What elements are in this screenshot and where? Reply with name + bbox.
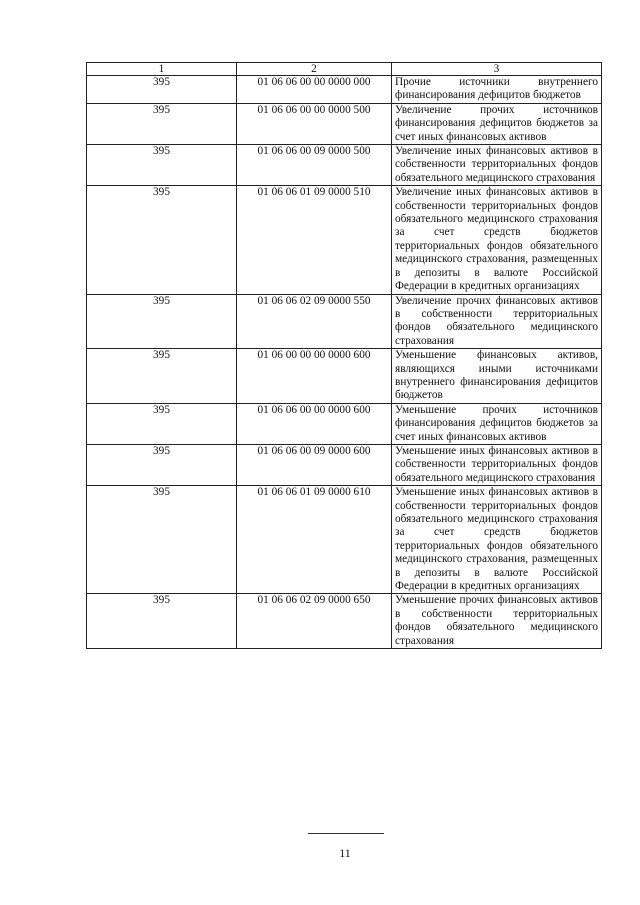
budget-code-cell: 01 06 06 01 09 0000 610 bbox=[237, 486, 392, 594]
table-row bbox=[87, 294, 602, 349]
budget-code-cell: 01 06 06 00 09 0000 600 bbox=[237, 444, 392, 485]
description-cell: Увеличение иных финансовых активов в собственности территориальных фондов обязательного медицинского страхования bbox=[392, 145, 602, 186]
table-body bbox=[87, 76, 602, 649]
table-row bbox=[87, 486, 602, 594]
table-row bbox=[87, 444, 602, 485]
budget-code-cell: 01 06 06 00 00 0000 600 bbox=[237, 403, 392, 444]
description-cell: Прочие источники внутреннего финансирования дефицитов бюджетов bbox=[392, 76, 602, 104]
footer-rule bbox=[308, 833, 384, 834]
table-header bbox=[87, 63, 602, 76]
budget-code-cell: 01 06 06 01 09 0000 510 bbox=[237, 186, 392, 294]
budget-code-cell: 01 06 06 00 00 0000 000 bbox=[237, 76, 392, 104]
admin-code-cell: 395 bbox=[87, 294, 237, 349]
admin-code-cell: 395 bbox=[87, 349, 237, 404]
column-header-3: 3 bbox=[392, 63, 602, 76]
budget-sources-table bbox=[86, 62, 602, 649]
admin-code-cell: 395 bbox=[87, 103, 237, 144]
budget-code-cell: 01 06 00 00 00 0000 600 bbox=[237, 349, 392, 404]
table-row bbox=[87, 403, 602, 444]
budget-code-cell: 01 06 06 02 09 0000 650 bbox=[237, 594, 392, 649]
table-row bbox=[87, 145, 602, 186]
description-cell: Увеличение прочих источников финансирования дефицитов бюджетов за счет иных финансовых активов bbox=[392, 103, 602, 144]
admin-code-cell: 395 bbox=[87, 594, 237, 649]
description-cell: Уменьшение прочих источников финансирования дефицитов бюджетов за счет иных финансовых активов bbox=[392, 403, 602, 444]
admin-code-cell: 395 bbox=[87, 186, 237, 294]
description-cell: Уменьшение иных финансовых активов в собственности территориальных фондов обязательного медицинского страхования bbox=[392, 444, 602, 485]
page-number: 11 bbox=[339, 846, 351, 860]
header-row bbox=[87, 63, 602, 76]
budget-code-cell: 01 06 06 00 09 0000 500 bbox=[237, 145, 392, 186]
table-row bbox=[87, 76, 602, 104]
column-header-2: 2 bbox=[237, 63, 392, 76]
admin-code-cell: 395 bbox=[87, 486, 237, 594]
admin-code-cell: 395 bbox=[87, 444, 237, 485]
table-row bbox=[87, 349, 602, 404]
table-row bbox=[87, 186, 602, 294]
description-cell: Увеличение иных финансовых активов в собственности территориальных фондов обязательного медицинского страхования за счет средств бюджетов территориальных фондов обязательного медицинского страхования, размещенных в депозиты в валюте Российской Федерации в кредитных организациях bbox=[392, 186, 602, 294]
budget-code-cell: 01 06 06 02 09 0000 550 bbox=[237, 294, 392, 349]
description-cell: Увеличение прочих финансовых активов в собственности территориальных фондов обязательного медицинского страхования bbox=[392, 294, 602, 349]
description-cell: Уменьшение иных финансовых активов в собственности территориальных фондов обязательного медицинского страхования за счет средств бюджетов территориальных фондов обязательного медицинского страхования, размещенных в депозиты в валюте Российской Федерации в кредитных организациях bbox=[392, 486, 602, 594]
admin-code-cell: 395 bbox=[87, 403, 237, 444]
description-cell: Уменьшение финансовых активов, являющихся иными источниками внутреннего финансирования дефицитов бюджетов bbox=[392, 349, 602, 404]
admin-code-cell: 395 bbox=[87, 76, 237, 104]
column-header-1: 1 bbox=[87, 63, 237, 76]
budget-code-cell: 01 06 06 00 00 0000 500 bbox=[237, 103, 392, 144]
table-row bbox=[87, 103, 602, 144]
description-cell: Уменьшение прочих финансовых активов в собственности территориальных фондов обязательного медицинского страхования bbox=[392, 594, 602, 649]
admin-code-cell: 395 bbox=[87, 145, 237, 186]
table-row bbox=[87, 594, 602, 649]
